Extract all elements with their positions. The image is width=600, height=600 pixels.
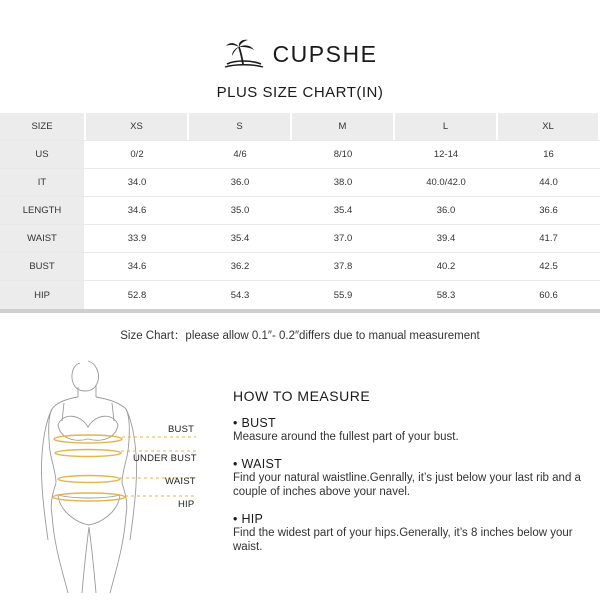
table-cell: 40.2 — [395, 253, 498, 280]
table-row — [0, 281, 600, 309]
measure-item-waist — [233, 457, 593, 500]
brand-name: CUPSHE — [272, 40, 378, 67]
table-row — [0, 225, 600, 253]
measurement-note: Size Chart：please allow 0.1″- 0.2″differs due to manual measurement — [120, 330, 480, 342]
table-cell: 40.0/42.0 — [395, 169, 498, 196]
palm-tree-island-icon — [223, 38, 265, 70]
figure-label-waist: WAIST — [165, 476, 196, 487]
table-cell: 16 — [498, 141, 600, 168]
column-header: S — [189, 113, 292, 140]
table-cell: 36.0 — [395, 197, 498, 224]
measure-heading: • WAIST — [233, 456, 283, 471]
row-header: BUST — [0, 253, 86, 280]
table-cell: 60.6 — [498, 281, 600, 309]
measure-description: Measure around the fullest part of your bust. — [233, 431, 459, 443]
table-cell: 35.4 — [189, 225, 292, 252]
measure-item-bust — [233, 416, 593, 445]
table-cell: 58.3 — [395, 281, 498, 309]
table-row — [0, 141, 600, 169]
figure-label-hip: HIP — [178, 499, 195, 510]
table-cell: 44.0 — [498, 169, 600, 196]
body-silhouette-icon — [28, 355, 208, 595]
table-cell: 34.6 — [86, 253, 189, 280]
table-cell: 37.8 — [292, 253, 395, 280]
measure-item-hip — [233, 512, 593, 555]
table-cell: 4/6 — [189, 141, 292, 168]
table-cell: 35.0 — [189, 197, 292, 224]
how-to-measure-section — [233, 388, 593, 567]
measure-description: Find the widest part of your hips.Generally, it’s 8 inches below your waist. — [233, 526, 573, 553]
size-table — [0, 113, 600, 313]
row-header: IT — [0, 169, 86, 196]
column-header: XL — [498, 113, 600, 140]
row-header: LENGTH — [0, 197, 86, 224]
table-cell: 35.4 — [292, 197, 395, 224]
body-figure — [28, 355, 208, 595]
table-row — [0, 169, 600, 197]
table-cell: 37.0 — [292, 225, 395, 252]
table-cell: 41.7 — [498, 225, 600, 252]
table-cell: 34.0 — [86, 169, 189, 196]
table-cell: 36.0 — [189, 169, 292, 196]
table-cell: 54.3 — [189, 281, 292, 309]
table-cell: 55.9 — [292, 281, 395, 309]
row-header: US — [0, 141, 86, 168]
chart-title: PLUS SIZE CHART(IN) — [216, 84, 384, 101]
table-cell: 42.5 — [498, 253, 600, 280]
measure-heading: • HIP — [233, 511, 264, 526]
table-cell: 8/10 — [292, 141, 395, 168]
measure-heading: • BUST — [233, 416, 276, 430]
table-cell: 38.0 — [292, 169, 395, 196]
table-cell: 36.6 — [498, 197, 600, 224]
row-header: HIP — [0, 281, 86, 309]
table-cell: 39.4 — [395, 225, 498, 252]
table-cell: 36.2 — [189, 253, 292, 280]
table-cell: 33.9 — [86, 225, 189, 252]
column-header: L — [395, 113, 498, 140]
table-cell: 52.8 — [86, 281, 189, 309]
how-to-measure-title: HOW TO MEASURE — [233, 388, 371, 404]
column-header: XS — [86, 113, 189, 140]
row-header: WAIST — [0, 225, 86, 252]
column-header: M — [292, 113, 395, 140]
table-row — [0, 197, 600, 225]
column-header: SIZE — [0, 113, 86, 140]
table-cell: 0/2 — [86, 141, 189, 168]
figure-label-bust: BUST — [168, 424, 195, 435]
brand-logo — [0, 36, 600, 72]
measure-description: Find your natural waistline.Genrally, it’s just below your last rib and a couple of inches above your navel. — [233, 471, 581, 498]
table-cell: 34.6 — [86, 197, 189, 224]
table-header-row — [0, 113, 600, 141]
figure-label-under-bust: UNDER BUST — [133, 453, 197, 464]
table-row — [0, 253, 600, 281]
table-cell: 12-14 — [395, 141, 498, 168]
